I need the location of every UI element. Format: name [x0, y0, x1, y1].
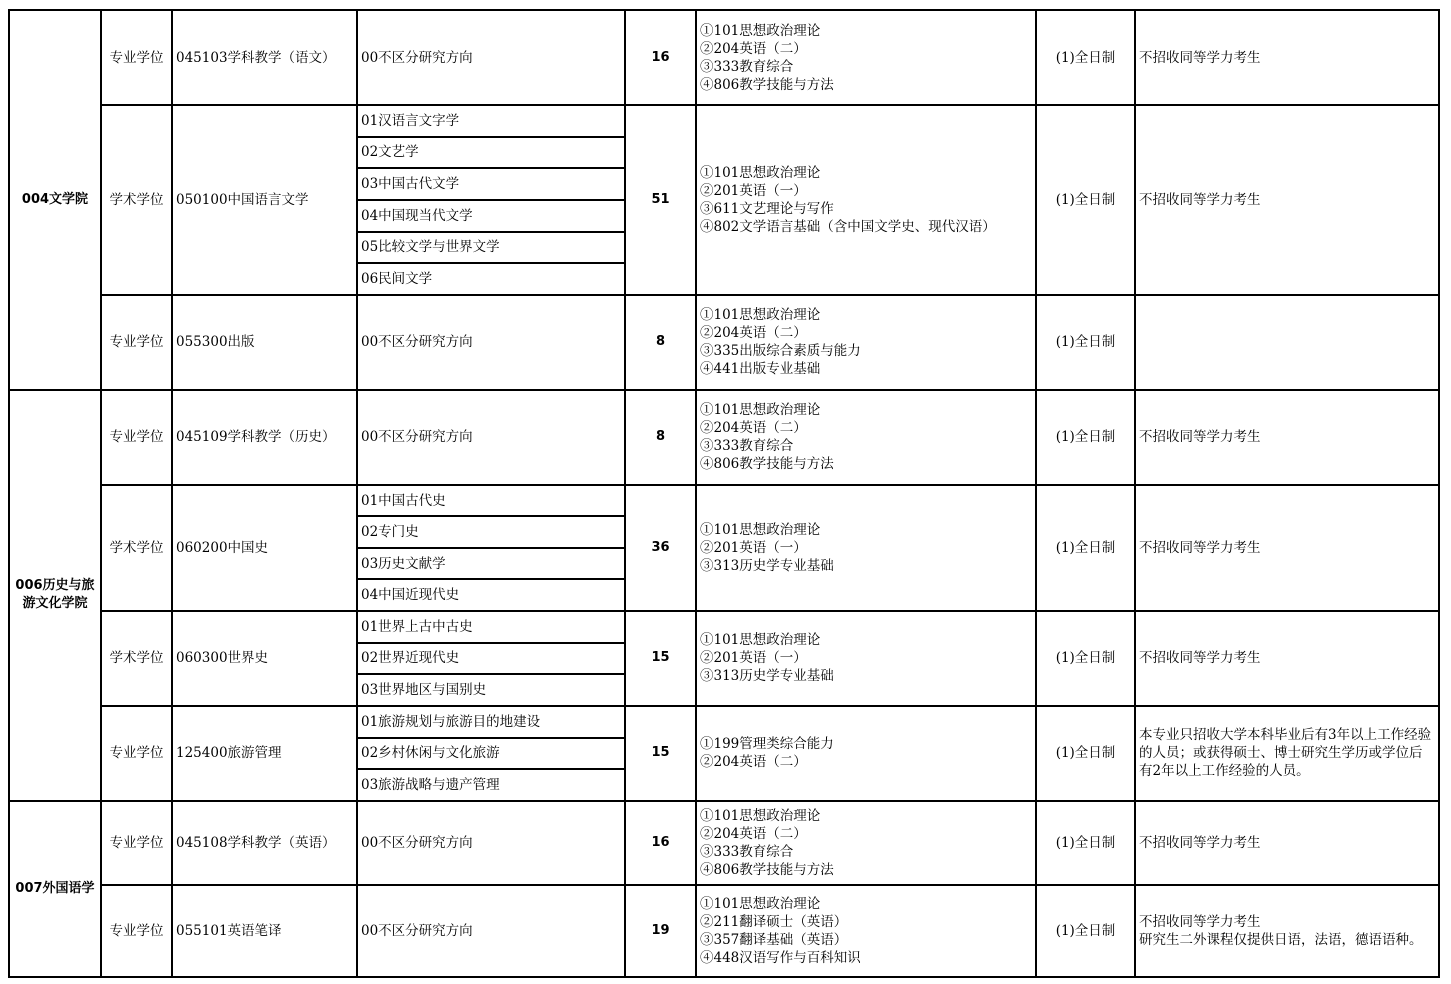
major-cell: 045108学科教学（英语）	[172, 801, 357, 885]
exam-subject-line: ①199管理类综合能力	[700, 736, 834, 753]
table-row	[9, 485, 1439, 517]
note-line: 本专业只招收大学本科毕业后有3年以上工作经验的人员；或获得硕士、博士研究生学历或学位后有2年以上工作经验的人员。	[1139, 727, 1432, 780]
table-row	[9, 105, 1439, 137]
notes-cell	[1135, 885, 1439, 977]
exam-subjects-cell	[696, 611, 1036, 706]
exam-subject-line: ③611文艺理论与写作	[700, 200, 834, 217]
enrollment-count-cell: 15	[625, 611, 696, 706]
exam-subject-line: ④802文学语言基础（含中国文学史、现代汉语）	[700, 218, 996, 235]
exam-subjects-cell	[696, 885, 1036, 977]
enrollment-count-cell: 8	[625, 390, 696, 485]
exam-subject-line: ①101思想政治理论	[700, 402, 821, 419]
enrollment-count-cell: 8	[625, 295, 696, 390]
exam-subject-line: ④806教学技能与方法	[700, 861, 834, 878]
exam-subject-line: ①101思想政治理论	[700, 307, 821, 324]
study-mode-cell: (1)全日制	[1036, 485, 1135, 611]
research-direction-cell: 04中国近现代史	[357, 579, 625, 611]
major-cell: 050100中国语言文学	[172, 105, 357, 295]
exam-subject-line: ③333教育综合	[700, 438, 794, 455]
exam-subject-line: ③357翻译基础（英语）	[700, 931, 848, 948]
exam-subject-line: ①101思想政治理论	[700, 632, 821, 649]
major-cell: 125400旅游管理	[172, 706, 357, 801]
note-line: 不招收同等学力考生	[1139, 650, 1261, 667]
research-direction-cell: 00不区分研究方向	[357, 801, 625, 885]
exam-subject-line: ③313历史学专业基础	[700, 557, 834, 574]
note-line: 不招收同等学力考生	[1139, 191, 1261, 208]
degree-type-cell: 学术学位	[101, 611, 172, 706]
enrollment-count-cell: 16	[625, 801, 696, 885]
degree-type-cell: 专业学位	[101, 10, 172, 105]
study-mode-cell: (1)全日制	[1036, 801, 1135, 885]
exam-subjects-cell	[696, 10, 1036, 105]
notes-cell	[1135, 105, 1439, 295]
notes-cell	[1135, 390, 1439, 485]
note-line: 不招收同等学力考生	[1139, 539, 1261, 556]
enrollment-table	[8, 9, 1440, 978]
research-direction-cell: 00不区分研究方向	[357, 885, 625, 977]
table-row	[9, 885, 1439, 977]
table-row	[9, 10, 1439, 105]
research-direction-cell: 05比较文学与世界文学	[357, 232, 625, 264]
major-cell: 055300出版	[172, 295, 357, 390]
exam-subject-line: ①101思想政治理论	[700, 895, 821, 912]
notes-cell	[1135, 706, 1439, 801]
study-mode-cell: (1)全日制	[1036, 390, 1135, 485]
research-direction-cell: 02专门史	[357, 516, 625, 548]
exam-subject-line: ④441出版专业基础	[700, 361, 821, 378]
exam-subject-line: ②204英语（二）	[700, 825, 807, 842]
major-cell: 060200中国史	[172, 485, 357, 611]
note-line: 不招收同等学力考生	[1139, 429, 1261, 446]
exam-subject-line: ②204英语（二）	[700, 420, 807, 437]
exam-subject-line: ②204英语（二）	[700, 754, 807, 771]
note-line: 不招收同等学力考生	[1139, 834, 1261, 851]
enrollment-count-cell: 16	[625, 10, 696, 105]
note-line: 研究生二外课程仅提供日语，法语，德语语种。	[1139, 931, 1423, 948]
exam-subject-line: ④806教学技能与方法	[700, 76, 834, 93]
college-cell: 006历史与旅游文化学院	[9, 390, 101, 801]
exam-subject-line: ②204英语（二）	[700, 325, 807, 342]
exam-subjects-cell	[696, 706, 1036, 801]
research-direction-cell: 04中国现当代文学	[357, 200, 625, 232]
enrollment-count-cell: 36	[625, 485, 696, 611]
major-cell: 055101英语笔译	[172, 885, 357, 977]
exam-subject-line: ②201英语（一）	[700, 182, 807, 199]
notes-cell	[1135, 611, 1439, 706]
research-direction-cell: 00不区分研究方向	[357, 390, 625, 485]
study-mode-cell: (1)全日制	[1036, 105, 1135, 295]
exam-subject-line: ④448汉语写作与百科知识	[700, 949, 861, 966]
exam-subjects-cell	[696, 390, 1036, 485]
research-direction-cell: 01汉语言文字学	[357, 105, 625, 137]
research-direction-cell: 00不区分研究方向	[357, 10, 625, 105]
exam-subject-line: ①101思想政治理论	[700, 164, 821, 181]
note-line: 不招收同等学力考生	[1139, 913, 1261, 930]
research-direction-cell: 01旅游规划与旅游目的地建设	[357, 706, 625, 738]
research-direction-cell: 01中国古代史	[357, 485, 625, 517]
degree-type-cell: 专业学位	[101, 390, 172, 485]
note-line: 不招收同等学力考生	[1139, 49, 1261, 66]
notes-cell	[1135, 10, 1439, 105]
research-direction-cell: 03历史文献学	[357, 548, 625, 580]
exam-subject-line: ③333教育综合	[700, 58, 794, 75]
research-direction-cell: 01世界上古中古史	[357, 611, 625, 643]
exam-subject-line: ①101思想政治理论	[700, 807, 821, 824]
exam-subject-line: ②211翻译硕士（英语）	[700, 913, 848, 930]
table-row	[9, 611, 1439, 643]
research-direction-cell: 02世界近现代史	[357, 643, 625, 675]
degree-type-cell: 专业学位	[101, 801, 172, 885]
research-direction-cell: 02文艺学	[357, 137, 625, 169]
notes-cell	[1135, 801, 1439, 885]
degree-type-cell: 学术学位	[101, 485, 172, 611]
table-row	[9, 801, 1439, 885]
exam-subject-line: ①101思想政治理论	[700, 22, 821, 39]
exam-subjects-cell	[696, 485, 1036, 611]
major-cell: 060300世界史	[172, 611, 357, 706]
table-row	[9, 295, 1439, 390]
study-mode-cell: (1)全日制	[1036, 885, 1135, 977]
study-mode-cell: (1)全日制	[1036, 10, 1135, 105]
notes-cell	[1135, 485, 1439, 611]
notes-cell	[1135, 295, 1439, 390]
research-direction-cell: 03中国古代文学	[357, 168, 625, 200]
study-mode-cell: (1)全日制	[1036, 295, 1135, 390]
enrollment-count-cell: 51	[625, 105, 696, 295]
research-direction-cell: 06民间文学	[357, 263, 625, 295]
exam-subjects-cell	[696, 105, 1036, 295]
exam-subject-line: ③333教育综合	[700, 843, 794, 860]
college-cell: 007外国语学	[9, 801, 101, 977]
exam-subjects-cell	[696, 295, 1036, 390]
study-mode-cell: (1)全日制	[1036, 611, 1135, 706]
exam-subject-line: ③313历史学专业基础	[700, 668, 834, 685]
exam-subject-line: ②204英语（二）	[700, 40, 807, 57]
research-direction-cell: 02乡村休闲与文化旅游	[357, 738, 625, 770]
table-row	[9, 390, 1439, 485]
major-cell: 045109学科教学（历史）	[172, 390, 357, 485]
research-direction-cell: 03旅游战略与遗产管理	[357, 769, 625, 801]
exam-subject-line: ①101思想政治理论	[700, 521, 821, 538]
exam-subject-line: ③335出版综合素质与能力	[700, 343, 861, 360]
research-direction-cell: 00不区分研究方向	[357, 295, 625, 390]
table-row	[9, 706, 1439, 738]
enrollment-count-cell: 19	[625, 885, 696, 977]
college-cell: 004文学院	[9, 10, 101, 390]
degree-type-cell: 学术学位	[101, 105, 172, 295]
study-mode-cell: (1)全日制	[1036, 706, 1135, 801]
research-direction-cell: 03世界地区与国别史	[357, 674, 625, 706]
exam-subject-line: ④806教学技能与方法	[700, 456, 834, 473]
enrollment-count-cell: 15	[625, 706, 696, 801]
exam-subjects-cell	[696, 801, 1036, 885]
degree-type-cell: 专业学位	[101, 295, 172, 390]
degree-type-cell: 专业学位	[101, 706, 172, 801]
major-cell: 045103学科教学（语文）	[172, 10, 357, 105]
exam-subject-line: ②201英语（一）	[700, 539, 807, 556]
degree-type-cell: 专业学位	[101, 885, 172, 977]
exam-subject-line: ②201英语（一）	[700, 650, 807, 667]
